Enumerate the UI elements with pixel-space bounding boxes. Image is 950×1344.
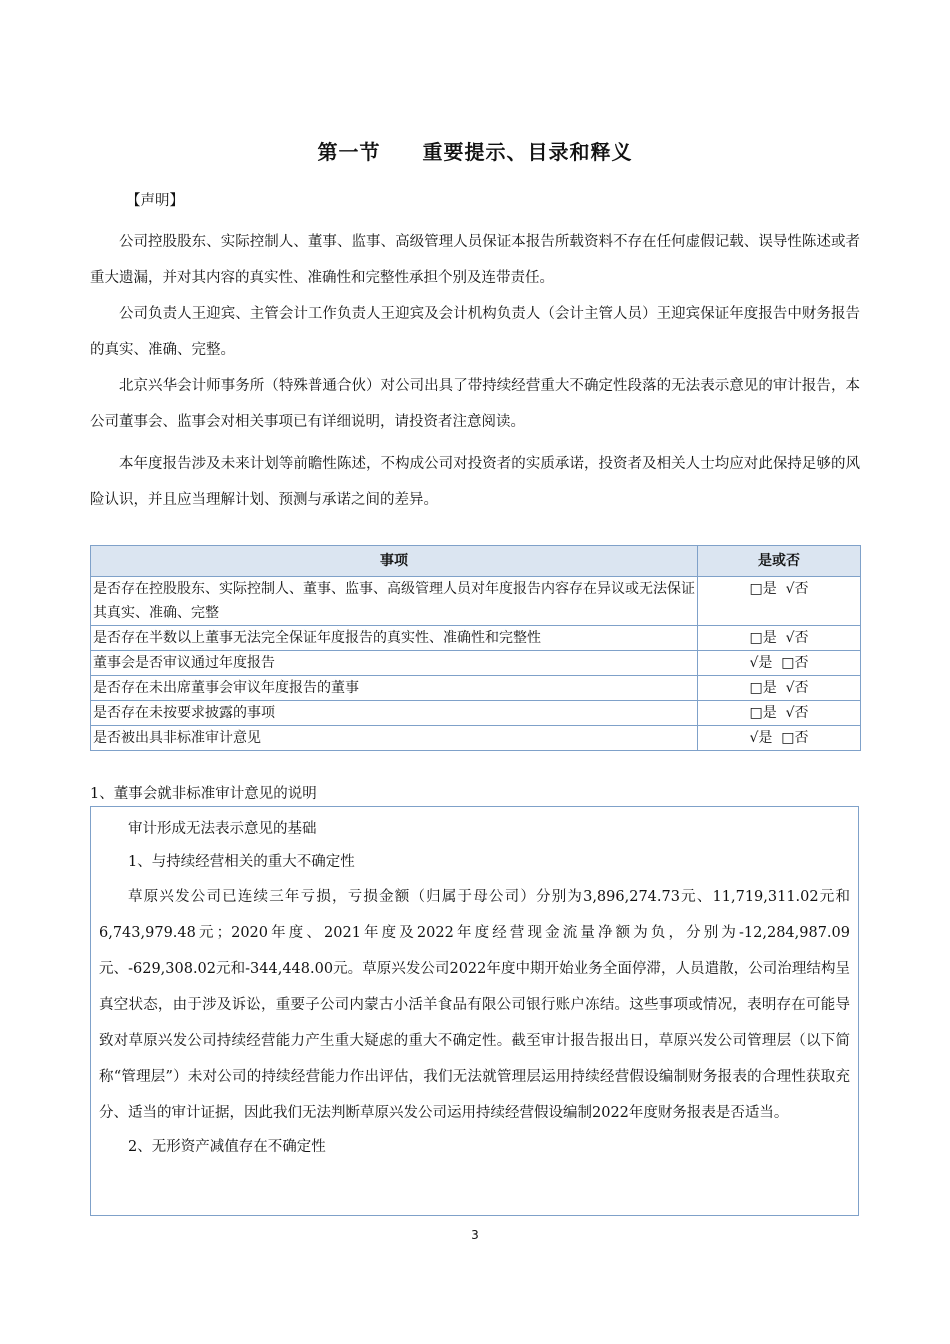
audit-item2-title: 2、无形资产减值存在不确定性 <box>128 1139 326 1155</box>
statement-paragraph-1 <box>90 224 860 296</box>
row-item: 是否存在未按要求披露的事项 <box>91 701 698 726</box>
statement-heading: 【声明】 <box>126 193 184 209</box>
row-answer: □是 √否 <box>698 701 861 726</box>
audit-heading: 1、董事会就非标准审计意见的说明 <box>90 786 317 802</box>
audit-item1-body: 草原兴发公司已连续三年亏损，亏损金额（归属于母公司）分别为3,896,274.73元、11,719,311.02元和6,743,979.48元；2020年度、2021年度及2022年度经营现金流量净额为负，分别为-12,284,987.09元、-629,308.02元和-344,448.00元。草原兴发公司2022年度中期开始业务全面停滞，人员遣散，公司治理结构呈真空状态，由于涉及诉讼，重要子公司内蒙古小活羊食品有限公司银行账户冻结。这些事项或情况，表明存在可能导致对草原兴发公司持续经营能力产生重大疑虑的重大不确定性。截至审计报告报出日，草原兴发公司管理层（以下简称“管理层”）未对公司的持续经营能力作出评估，我们无法就管理层运用持续经营假设编制财务报表的合理性获取充分、适当的审计证据，因此我们无法判断草原兴发公司运用持续经营假设编制2022年度财务报表是否适当。 <box>99 889 850 1121</box>
declaration-table <box>90 545 861 751</box>
column-header-answer: 是或否 <box>698 546 861 577</box>
row-answer: □是 √否 <box>698 676 861 701</box>
table-row <box>91 577 861 626</box>
statement-paragraph-4 <box>90 446 860 518</box>
statement-paragraph-3 <box>90 368 860 440</box>
row-answer: □是 √否 <box>698 577 861 626</box>
table-header-row <box>91 546 861 577</box>
row-item: 是否存在控股股东、实际控制人、董事、监事、高级管理人员对年度报告内容存在异议或无法保证其真实、准确、完整 <box>91 577 698 626</box>
audit-opinion-box <box>90 806 859 1216</box>
table-row <box>91 651 861 676</box>
row-item: 董事会是否审议通过年度报告 <box>91 651 698 676</box>
statement-text: 北京兴华会计师事务所（特殊普通合伙）对公司出具了带持续经营重大不确定性段落的无法表示意见的审计报告，本公司董事会、监事会对相关事项已有详细说明，请投资者注意阅读。 <box>90 378 860 430</box>
audit-box-title: 审计形成无法表示意见的基础 <box>128 821 317 837</box>
statement-text: 公司控股股东、实际控制人、董事、监事、高级管理人员保证本报告所载资料不存在任何虚假记载、误导性陈述或者重大遗漏，并对其内容的真实性、准确性和完整性承担个别及连带责任。 <box>90 234 860 286</box>
statement-text: 公司负责人王迎宾、主管会计工作负责人王迎宾及会计机构负责人（会计主管人员）王迎宾保证年度报告中财务报告的真实、准确、完整。 <box>90 306 860 358</box>
audit-item1-title: 1、与持续经营相关的重大不确定性 <box>128 854 355 870</box>
row-answer: √是 □否 <box>698 726 861 751</box>
row-item: 是否存在未出席董事会审议年度报告的董事 <box>91 676 698 701</box>
row-item: 是否存在半数以上董事无法完全保证年度报告的真实性、准确性和完整性 <box>91 626 698 651</box>
table-row <box>91 626 861 651</box>
column-header-item: 事项 <box>91 546 698 577</box>
row-item: 是否被出具非标准审计意见 <box>91 726 698 751</box>
table-row <box>91 701 861 726</box>
section-title: 第一节 重要提示、目录和释义 <box>317 140 633 164</box>
row-answer: □是 √否 <box>698 626 861 651</box>
statement-paragraph-2 <box>90 296 860 368</box>
page-number: 3 <box>471 1228 479 1242</box>
row-answer: √是 □否 <box>698 651 861 676</box>
table-row <box>91 726 861 751</box>
statement-text: 本年度报告涉及未来计划等前瞻性陈述，不构成公司对投资者的实质承诺，投资者及相关人士均应对此保持足够的风险认识，并且应当理解计划、预测与承诺之间的差异。 <box>90 456 860 508</box>
table-row <box>91 676 861 701</box>
